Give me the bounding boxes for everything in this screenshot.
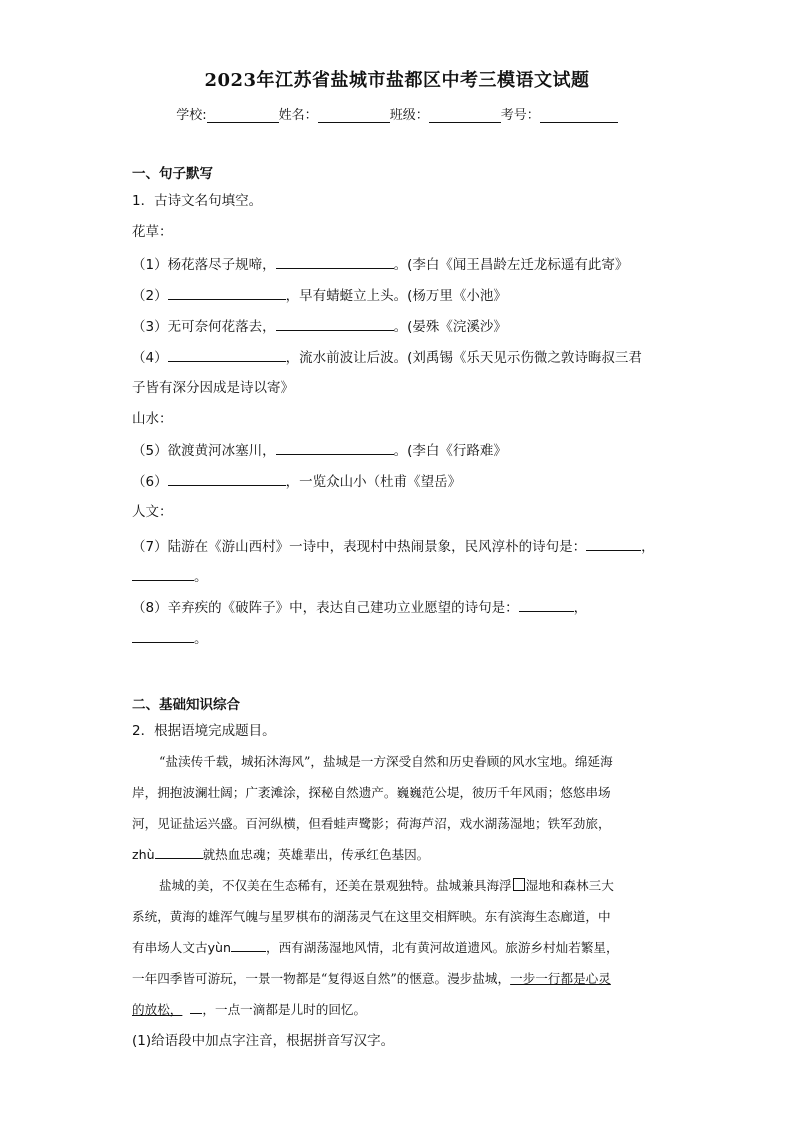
passage-p2-text: 湿地和森林三大 bbox=[525, 878, 614, 893]
item-6-text: （6） bbox=[132, 474, 168, 490]
category-culture: 人文： bbox=[132, 504, 173, 520]
item-5-text: （5）欲渡黄河冰塞川， bbox=[132, 443, 276, 459]
item-4 bbox=[132, 348, 642, 367]
question1-stem: 1．古诗文名句填空。 bbox=[132, 193, 263, 209]
item-4-blank[interactable] bbox=[168, 348, 286, 362]
item-8-text: （8）辛弃疾的《破阵子》中，表达自己建功立业愿望的诗句是： bbox=[132, 600, 519, 616]
item-3-blank[interactable] bbox=[276, 317, 394, 331]
passage-p2-text: 一年四季皆可游玩，一景一物都是“复得返自然”的惬意。漫步盐城， bbox=[132, 971, 511, 986]
item-7 bbox=[132, 537, 655, 556]
item-8-blank-b[interactable] bbox=[132, 629, 194, 643]
exam-no-label: 考号： bbox=[500, 108, 540, 123]
passage-p2-text: ，西有湖荡湿地风情，北有黄河故道遗风。旅游乡村灿若繁星， bbox=[265, 940, 619, 955]
item-8-period: 。 bbox=[194, 631, 208, 647]
passage-p2-line bbox=[132, 870, 662, 901]
pinyin-zhu: zhù bbox=[132, 847, 155, 862]
category-flowers: 花草： bbox=[132, 224, 173, 240]
passage-p1-line: 岸，拥抱波澜壮阔；广袤滩涂，探秘自然遗产。巍巍范公堤，彼历千年风雨；悠悠串场 bbox=[132, 785, 611, 800]
category-landscape: 山水： bbox=[132, 411, 173, 427]
item-1-text: （1）杨花落尽子规啼， bbox=[132, 257, 276, 273]
exam-no-blank[interactable] bbox=[540, 108, 618, 123]
passage-p2-text: 盐城的美，不仅美在生态稀有，还美在景观独特。盐城兼具海浮 bbox=[159, 878, 512, 893]
passage-p2-line: 系统，黄海的雄浑气魄与星罗棋布的湖荡灵气在这里交相辉映。东有滨海生态廊道，中 bbox=[132, 909, 611, 924]
page-title: 2023年江苏省盐城市盐都区中考三模语文试题 bbox=[204, 70, 590, 91]
passage-p1-line: 河，见证盐运兴盛。百河纵横，但看蛙声鹭影；荷海芦沼，戏水湖荡湿地；铁军劲旅， bbox=[132, 816, 611, 831]
item-6-blank[interactable] bbox=[168, 472, 286, 486]
item-1-source: 。(李白《闻王昌龄左迁龙标遥有此寄》 bbox=[393, 257, 629, 273]
class-label: 班级： bbox=[389, 108, 429, 123]
item-8-blank-a[interactable] bbox=[519, 598, 574, 612]
question2-stem: 2．根据语境完成题目。 bbox=[132, 723, 276, 739]
item-1-blank[interactable] bbox=[276, 255, 394, 269]
item-6-source: ，一览众山小（杜甫《望岳》 bbox=[285, 474, 462, 490]
passage-p2-line bbox=[132, 963, 662, 994]
item-2-source: ，早有蜻蜓立上头。(杨万里《小池》 bbox=[285, 288, 507, 304]
pinyin-yun-blank[interactable] bbox=[231, 938, 266, 952]
class-blank[interactable] bbox=[429, 108, 501, 123]
item-2-text: （2） bbox=[132, 288, 168, 304]
passage-p2-text: ，一点一滴都是儿时的回忆。 bbox=[202, 1002, 367, 1017]
item-7-blank-a[interactable] bbox=[586, 537, 641, 551]
passage-paragraph-2 bbox=[132, 870, 662, 1025]
item-3-text: （3）无可奈何花落去， bbox=[132, 319, 276, 335]
item-8-comma: ， bbox=[573, 600, 588, 616]
item-8-continued bbox=[132, 629, 208, 648]
section1-heading: 一、句子默写 bbox=[132, 166, 213, 182]
missing-char-box bbox=[513, 878, 525, 891]
school-label: 学校: bbox=[176, 108, 207, 123]
item-8 bbox=[132, 598, 587, 617]
item-5 bbox=[132, 441, 507, 460]
item-1 bbox=[132, 255, 628, 274]
passage-p1-tail: 就热血忠魂；英雄辈出，传承红色基因。 bbox=[202, 847, 430, 862]
student-info-row bbox=[0, 104, 794, 123]
passage-p1-line bbox=[132, 839, 662, 870]
item-7-continued bbox=[132, 567, 208, 586]
item-7-blank-b[interactable] bbox=[132, 567, 194, 581]
item-2 bbox=[132, 286, 507, 305]
name-blank[interactable] bbox=[318, 108, 390, 123]
passage-p1-line: “盐渎传千载，城拓沐海风”，盐城是一方深受自然和历史眷顾的风水宝地。绵延海 bbox=[159, 754, 613, 769]
item-7-period: 。 bbox=[194, 569, 208, 585]
item-3-source: 。(晏殊《浣溪沙》 bbox=[393, 319, 507, 335]
item-3 bbox=[132, 317, 507, 336]
item-6 bbox=[132, 472, 461, 491]
item-4-source: ，流水前波让后波。(刘禹锡《乐天见示伤微之敦诗晦叔三君 bbox=[285, 350, 642, 366]
underlined-phrase: 的放松， bbox=[132, 1002, 183, 1017]
item-4-text: （4） bbox=[132, 350, 168, 366]
item-5-blank[interactable] bbox=[276, 441, 394, 455]
pinyin-yun: yùn bbox=[207, 940, 231, 955]
section2-heading: 二、基础知识综合 bbox=[132, 697, 240, 713]
name-label: 姓名： bbox=[278, 108, 318, 123]
passage-p2-line bbox=[132, 994, 662, 1025]
passage-p2-text: 有串场人文古 bbox=[132, 940, 208, 955]
item-2-blank[interactable] bbox=[168, 286, 286, 300]
item-5-source: 。(李白《行路难》 bbox=[393, 443, 507, 459]
passage-paragraph-1 bbox=[132, 746, 662, 870]
pinyin-zhu-blank[interactable] bbox=[155, 845, 203, 859]
subquestion-1: (1)给语段中加点字注音，根据拼音写汉字。 bbox=[132, 1033, 395, 1049]
passage-p2-line bbox=[132, 932, 662, 963]
item-7-text: （7）陆游在《游山西村》一诗中，表现村中热闹景象，民风淳朴的诗句是： bbox=[132, 539, 587, 555]
item-4-continued: 子皆有深分因成是诗以寄》 bbox=[132, 380, 294, 396]
item-7-comma: ， bbox=[641, 539, 655, 555]
school-blank[interactable] bbox=[207, 108, 279, 123]
underlined-phrase: 一步一行都是心灵 bbox=[510, 971, 611, 986]
fill-blank[interactable] bbox=[190, 1000, 202, 1014]
